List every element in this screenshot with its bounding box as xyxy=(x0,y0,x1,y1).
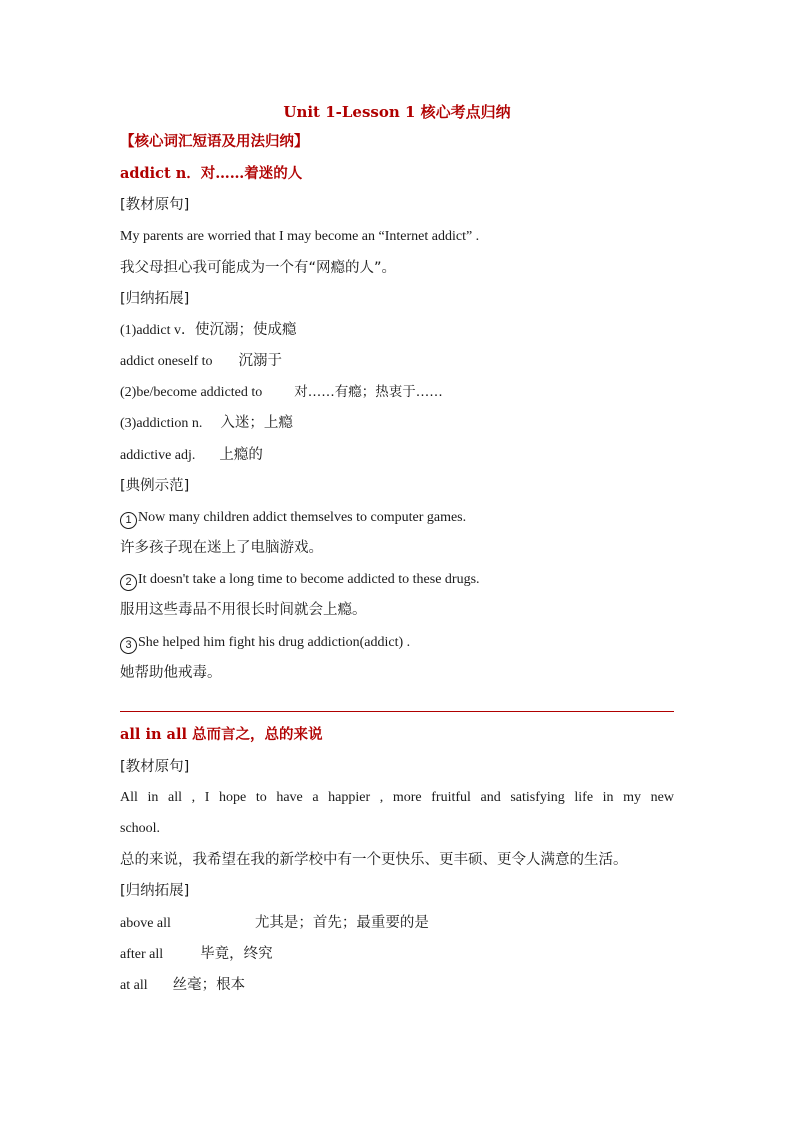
expand-item xyxy=(120,413,293,434)
example-number: 3 xyxy=(120,637,137,654)
textbook-sentence-en: My parents are worried that I may become an “Internet addict” . xyxy=(120,229,480,244)
example-en xyxy=(120,569,480,591)
example-en xyxy=(120,632,410,654)
textbook-sentence-en-line2: school. xyxy=(120,821,161,836)
example-sentence-en: She helped him fight his drug addiction(addict) . xyxy=(138,635,411,650)
textbook-label: [教材原句] xyxy=(120,759,190,775)
section-header: 【核心词汇短语及用法归纳】 xyxy=(120,134,309,150)
expand-meaning: 入迷；上瘾 xyxy=(220,415,293,431)
textbook-sentence-zh: 我父母担心我可能成为一个有“网瘾的人”。 xyxy=(120,260,397,276)
page-title: Unit 1-Lesson 1 核心考点归纳 xyxy=(283,103,511,121)
expand-item xyxy=(120,320,297,341)
expand-item xyxy=(120,913,429,934)
example-sentence-zh: 许多孩子现在迷上了电脑游戏。 xyxy=(120,540,323,556)
expand-term: at all xyxy=(120,978,148,993)
expand-meaning: 毕竟，终究 xyxy=(200,946,273,962)
examples-label: [典例示范] xyxy=(120,478,190,494)
expand-term: (3)addiction n. xyxy=(120,416,203,431)
expand-item xyxy=(120,351,282,372)
expand-term: above all xyxy=(120,916,171,931)
example-sentence-en: Now many children addict themselves to computer games. xyxy=(138,510,467,525)
expand-meaning: 沉溺于 xyxy=(238,353,283,369)
expand-item xyxy=(120,944,273,965)
expand-meaning: 丝毫；根本 xyxy=(172,977,246,993)
expand-item xyxy=(120,382,443,403)
expand-term: after all xyxy=(120,947,164,962)
expand-term: addictive adj. xyxy=(120,448,196,463)
section-divider xyxy=(120,711,674,712)
expand-term: (1)addict v． xyxy=(120,323,196,338)
expand-term: (2)be/become addicted to xyxy=(120,385,263,400)
example-sentence-zh: 她帮助他戒毒。 xyxy=(120,665,222,681)
expand-item xyxy=(120,445,263,466)
example-number: 2 xyxy=(120,574,137,591)
example-sentence-zh: 服用这些毒品不用很长时间就会上瘾。 xyxy=(120,602,367,618)
expand-meaning: 对……有瘾；热衷于…… xyxy=(294,384,443,400)
expand-meaning: 上瘾的 xyxy=(219,447,263,463)
expand-term: addict oneself to xyxy=(120,354,213,369)
expand-label: [归纳拓展] xyxy=(120,291,190,307)
example-number: 1 xyxy=(120,512,137,529)
entry-heading-all-in-all: all in all 总而言之，总的来说 xyxy=(120,726,323,743)
example-en xyxy=(120,507,466,529)
expand-item xyxy=(120,975,245,996)
expand-meaning: 使沉溺；使成瘾 xyxy=(195,322,297,338)
expand-meaning: 尤其是；首先；最重要的是 xyxy=(254,915,429,931)
textbook-sentence-zh: 总的来说，我希望在我的新学校中有一个更快乐、更丰硕、更令人满意的生活。 xyxy=(120,852,628,868)
textbook-sentence-en-line1: All in all , I hope to have a happier , more fruitful and satisfying life in my new xyxy=(120,790,674,805)
example-sentence-en: It doesn't take a long time to become addicted to these drugs. xyxy=(138,572,480,587)
expand-label: [归纳拓展] xyxy=(120,883,190,899)
textbook-label: [教材原句] xyxy=(120,197,190,213)
entry-heading-addict: addict n．对……着迷的人 xyxy=(120,165,303,182)
